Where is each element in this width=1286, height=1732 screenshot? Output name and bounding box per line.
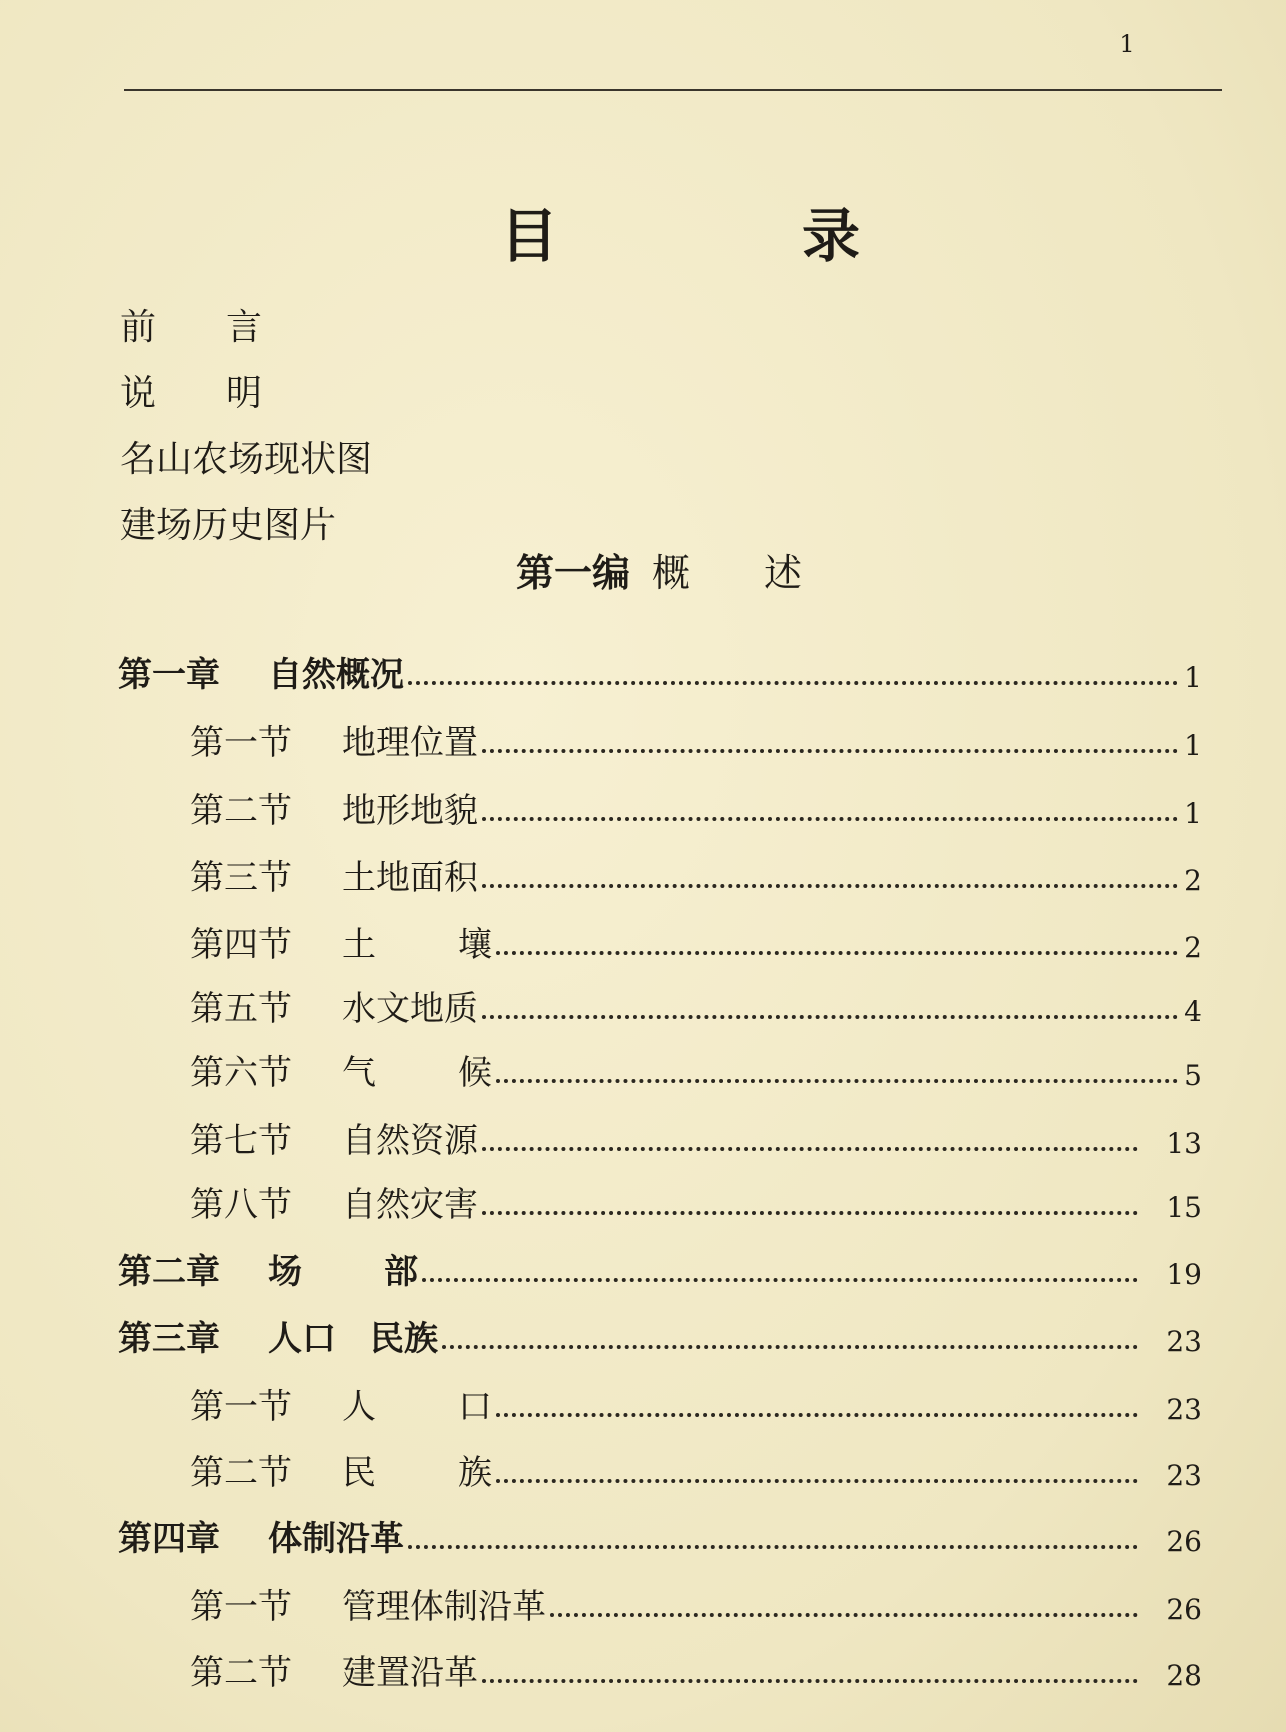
toc-entry-title-char: 气 [342,1053,376,1093]
toc-entry-page: 23 [1166,1393,1202,1426]
toc-leader-dots [482,1211,1138,1215]
front-matter-char: 前 [120,307,157,348]
toc-entry-title [342,1050,492,1096]
toc-entry-number: 第一节 [190,723,292,763]
toc-entry-number: 第六节 [190,1053,292,1093]
toc-entry-title-char: 民 [342,1453,376,1493]
toc-leader-dots [482,749,1178,753]
toc-entry-page: 15 [1166,1191,1202,1224]
toc-entry [118,1512,1202,1562]
page-number: 1 [1119,30,1135,58]
part-name-char: 述 [764,551,803,595]
toc-entry-title: 土地面积 [342,858,478,898]
toc-entry [118,1312,1202,1362]
toc-entry-title [342,1384,492,1430]
front-matter-photos: 建场历史图片 [120,505,337,546]
toc-leader-dots [496,1079,1178,1083]
toc-leader-dots [482,1147,1138,1151]
front-matter-notes [120,372,262,416]
toc-entry-page: 23 [1166,1459,1202,1492]
front-matter-char: 言 [225,307,262,348]
toc-entry-title: 管理体制沿革 [342,1587,546,1627]
toc-entry-number: 第四节 [190,925,292,965]
toc-entry-title-char: 人 [342,1387,376,1427]
title-char: 录 [801,202,860,270]
toc-entry-page: 1 [1184,729,1202,762]
toc-entry-page: 5 [1184,1059,1202,1092]
toc-entry-number: 第二节 [190,1653,292,1693]
toc-entry-page: 26 [1166,1525,1202,1558]
toc-entry-number: 第二节 [190,791,292,831]
toc-entry [190,1580,1202,1630]
toc-entry-page: 28 [1166,1659,1202,1692]
toc-entry [190,784,1202,834]
toc-entry [190,1446,1202,1496]
toc-entry-number: 第三章 [118,1319,220,1359]
toc-leader-dots [482,884,1178,888]
toc-leader-dots [496,1479,1138,1483]
toc-entry [190,918,1202,968]
toc-entry-number: 第一节 [190,1587,292,1627]
toc-entry-title: 自然灾害 [342,1185,478,1225]
toc-leader-dots [482,1015,1178,1019]
toc-leader-dots [422,1278,1138,1282]
toc-entry-page: 1 [1184,661,1202,694]
title-char: 目 [500,202,559,270]
toc-entry-page: 4 [1184,995,1202,1028]
toc-entry-title: 地理位置 [342,723,478,763]
header-rule [124,89,1222,91]
toc-entry-title [342,1450,492,1496]
part-name [652,550,802,596]
toc-entry-page: 26 [1166,1593,1202,1626]
toc-entry-number: 第三节 [190,858,292,898]
toc-entry [190,1178,1202,1228]
toc-leader-dots [482,1679,1138,1683]
toc-entry-title-char: 族 [458,1453,492,1493]
toc-entry-page: 13 [1166,1127,1202,1160]
toc-entry [190,716,1202,766]
toc-entry-title [342,922,492,968]
toc-entry-number: 第八节 [190,1185,292,1225]
toc-entry-title-char: 土 [342,925,376,965]
toc-entry-title: 水文地质 [342,989,478,1029]
toc-entry [118,648,1202,698]
toc-entry [190,1114,1202,1164]
toc-leader-dots [550,1613,1138,1617]
front-matter-char: 明 [225,373,262,414]
toc-entry-number: 第二节 [190,1453,292,1493]
toc-leader-dots [408,681,1178,685]
toc-leader-dots [496,951,1178,955]
front-matter-map: 名山农场现状图 [120,439,373,480]
toc-entry-number: 第五节 [190,989,292,1029]
toc-entry-page: 2 [1184,931,1202,964]
toc-leader-dots [496,1413,1138,1417]
toc-entry-number: 第七节 [190,1121,292,1161]
toc-entry [118,1245,1202,1295]
toc-entry-number: 第四章 [118,1519,220,1559]
toc-entry-title-char: 场 [268,1252,302,1292]
toc-entry-title-char: 候 [458,1053,492,1093]
front-matter-preface [120,306,262,350]
toc-entry-page: 1 [1184,797,1202,830]
toc-entry [190,1380,1202,1430]
toc-entry-title: 自然资源 [342,1121,478,1161]
toc-entry-page: 19 [1166,1258,1202,1291]
toc-leader-dots [408,1545,1138,1549]
part-name-char: 概 [652,551,691,595]
toc-entry-title-char: 部 [384,1252,418,1292]
toc-entry-title-char: 口 [458,1387,492,1427]
toc-entry-title: 自然概况 [268,655,404,695]
toc-leader-dots [442,1345,1138,1349]
toc-entry-title: 建置沿革 [342,1653,478,1693]
toc-entry-title: 体制沿革 [268,1519,404,1559]
part-number: 第一编 [516,550,631,595]
front-matter-char: 说 [120,373,157,414]
toc-entry-title: 人口 民族 [268,1319,438,1359]
toc-entry-title: 地形地貌 [342,791,478,831]
toc-entry-page: 23 [1166,1325,1202,1358]
page-title [500,200,860,272]
toc-entry [190,982,1202,1032]
toc-leader-dots [482,817,1178,821]
toc-entry-number: 第一节 [190,1387,292,1427]
toc-entry-page: 2 [1184,864,1202,897]
toc-entry-title [268,1249,418,1295]
toc-entry [190,851,1202,901]
part-heading [516,550,826,596]
toc-entry-number: 第一章 [118,655,220,695]
toc-entry-title-char: 壤 [458,925,492,965]
toc-entry [190,1646,1202,1696]
toc-entry [190,1046,1202,1096]
toc-entry-number: 第二章 [118,1252,220,1292]
